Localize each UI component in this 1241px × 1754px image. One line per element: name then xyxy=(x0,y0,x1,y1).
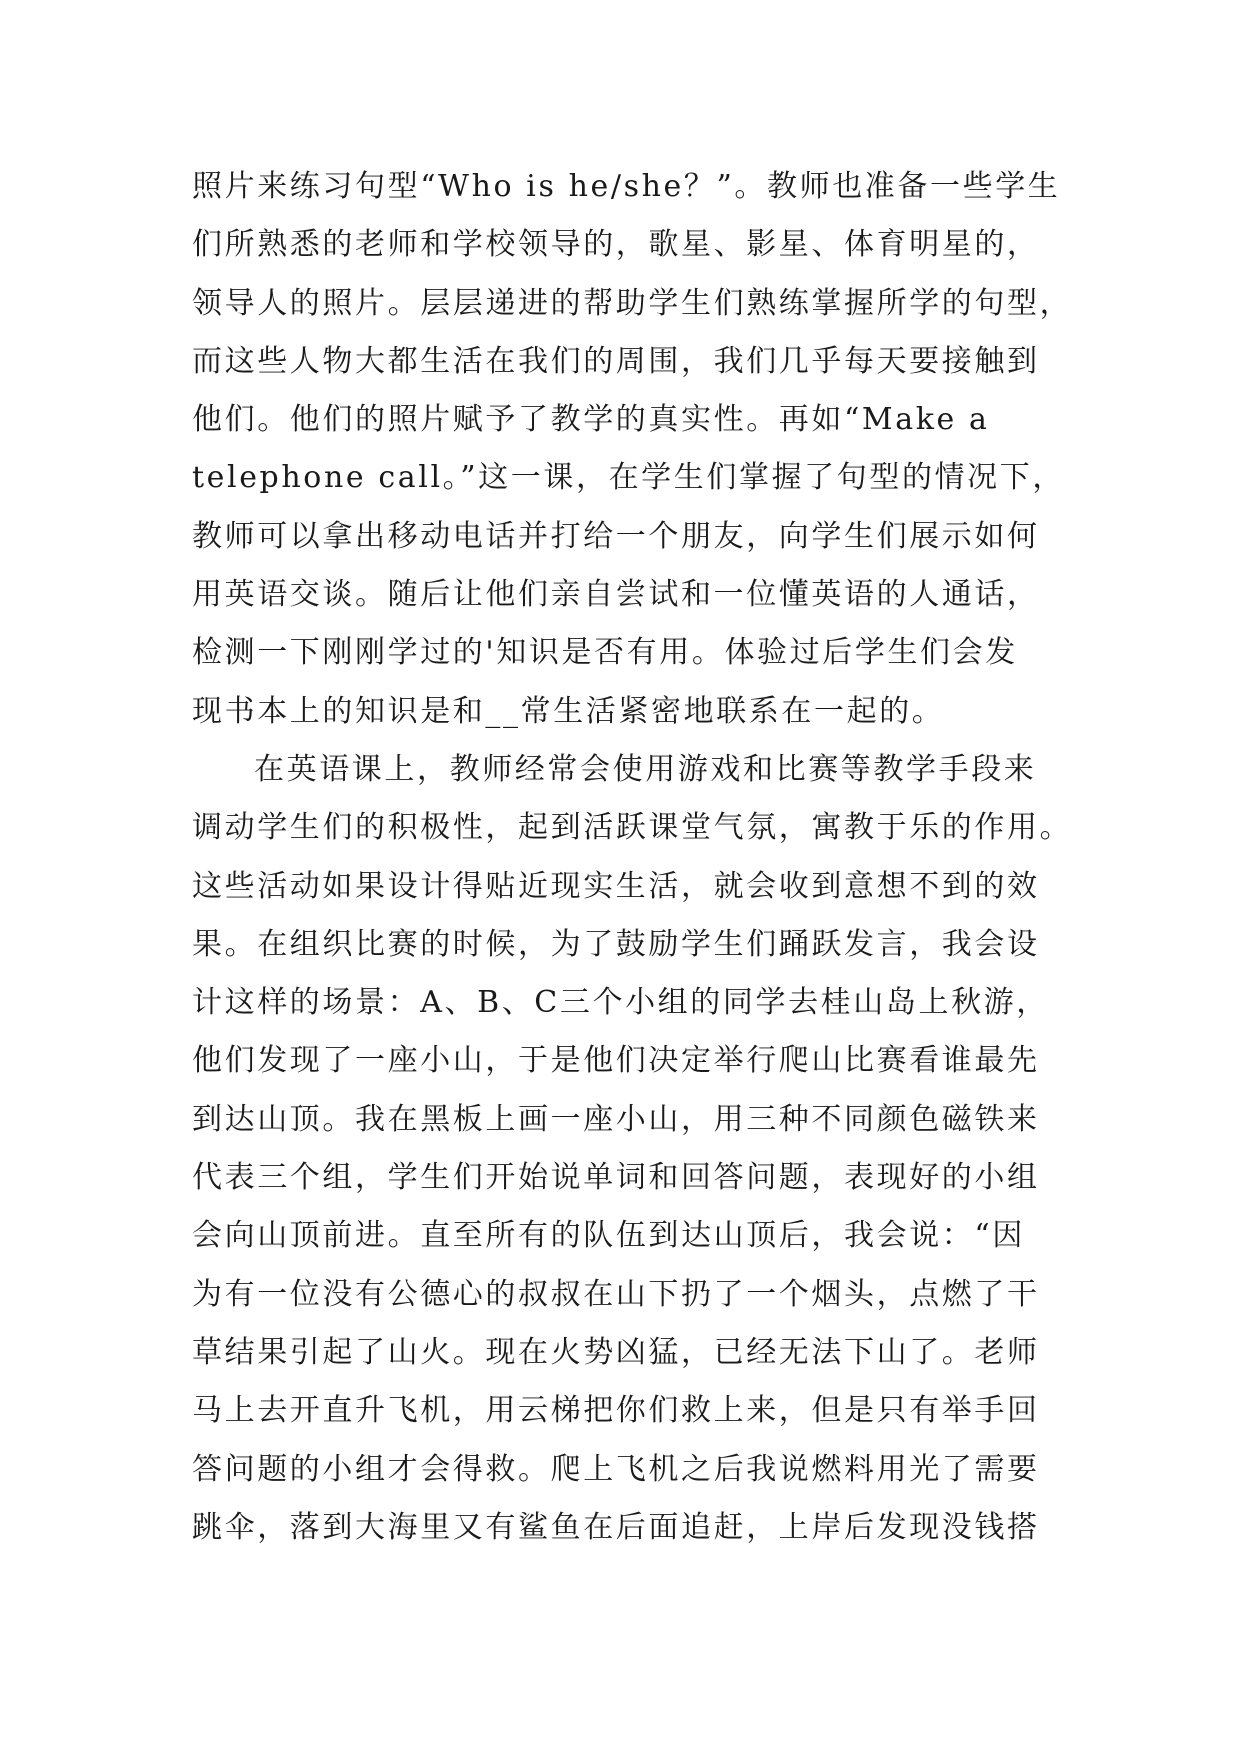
text-line: 为有一位没有公德心的叔叔在山下扔了一个烟头，点燃了干 xyxy=(192,1276,1040,1312)
text-line: 现书本上的知识是和__常生活紧密地联系在一起的。 xyxy=(192,693,945,729)
paragraph-first-line: 在英语课上，教师经常会使用游戏和比赛等教学手段来 xyxy=(254,751,1037,787)
text-line: 跳伞，落到大海里又有鲨鱼在后面追赶，上岸后发现没钱搭 xyxy=(192,1509,1040,1545)
text-line: 检测一下刚刚学过的'知识是否有用。体验过后学生们会发 xyxy=(192,635,1018,671)
text-line: 教师可以拿出移动电话并打给一个朋友，向学生们展示如何 xyxy=(192,518,1040,554)
text-line: 计这样的场景：A、B、C三个小组的同学去桂山岛上秋游， xyxy=(192,985,1049,1021)
text-line: telephone call。”这一课，在学生们掌握了句型的情况下， xyxy=(192,460,1065,496)
text-line: 们所熟悉的老师和学校领导的，歌星、影星、体育明星的， xyxy=(192,227,1040,263)
text-line: 用英语交谈。随后让他们亲自尝试和一位懂英语的人通话， xyxy=(192,577,1040,613)
text-line: 而这些人物大都生活在我们的周围，我们几乎每天要接触到 xyxy=(192,343,1040,379)
body-text xyxy=(192,158,1072,1557)
text-line: 代表三个组，学生们开始说单词和回答问题，表现好的小组 xyxy=(192,1160,1040,1196)
text-line: 会向山顶前进。直至所有的队伍到达山顶后，我会说：“因 xyxy=(192,1218,1025,1254)
text-line: 他们。他们的照片赋予了教学的真实性。再如“Make a xyxy=(192,402,990,438)
text-line: 照片来练习句型“Who is he/she？”。教师也准备一些学生 xyxy=(192,169,1061,204)
text-line: 果。在组织比赛的时候，为了鼓励学生们踊跃发言，我会设 xyxy=(192,926,1040,962)
text-line: 他们发现了一座小山，于是他们决定举行爬山比赛看谁最先 xyxy=(192,1043,1040,1079)
text-line: 到达山顶。我在黑板上画一座小山，用三种不同颜色磁铁来 xyxy=(192,1101,1040,1137)
text-line: 这些活动如果设计得贴近现实生活，就会收到意想不到的效 xyxy=(192,868,1040,904)
text-line: 草结果引起了山火。现在火势凶猛，已经无法下山了。老师 xyxy=(192,1334,1040,1370)
text-line: 马上去开直升飞机，用云梯把你们救上来，但是只有举手回 xyxy=(192,1393,1040,1429)
text-line: 领导人的照片。层层递进的帮助学生们熟练掌握所学的句型， xyxy=(192,285,1073,321)
text-line: 调动学生们的积极性，起到活跃课堂气氛，寓教于乐的作用。 xyxy=(192,810,1073,846)
text-line: 答问题的小组才会得救。爬上飞机之后我说燃料用光了需要 xyxy=(192,1451,1040,1487)
